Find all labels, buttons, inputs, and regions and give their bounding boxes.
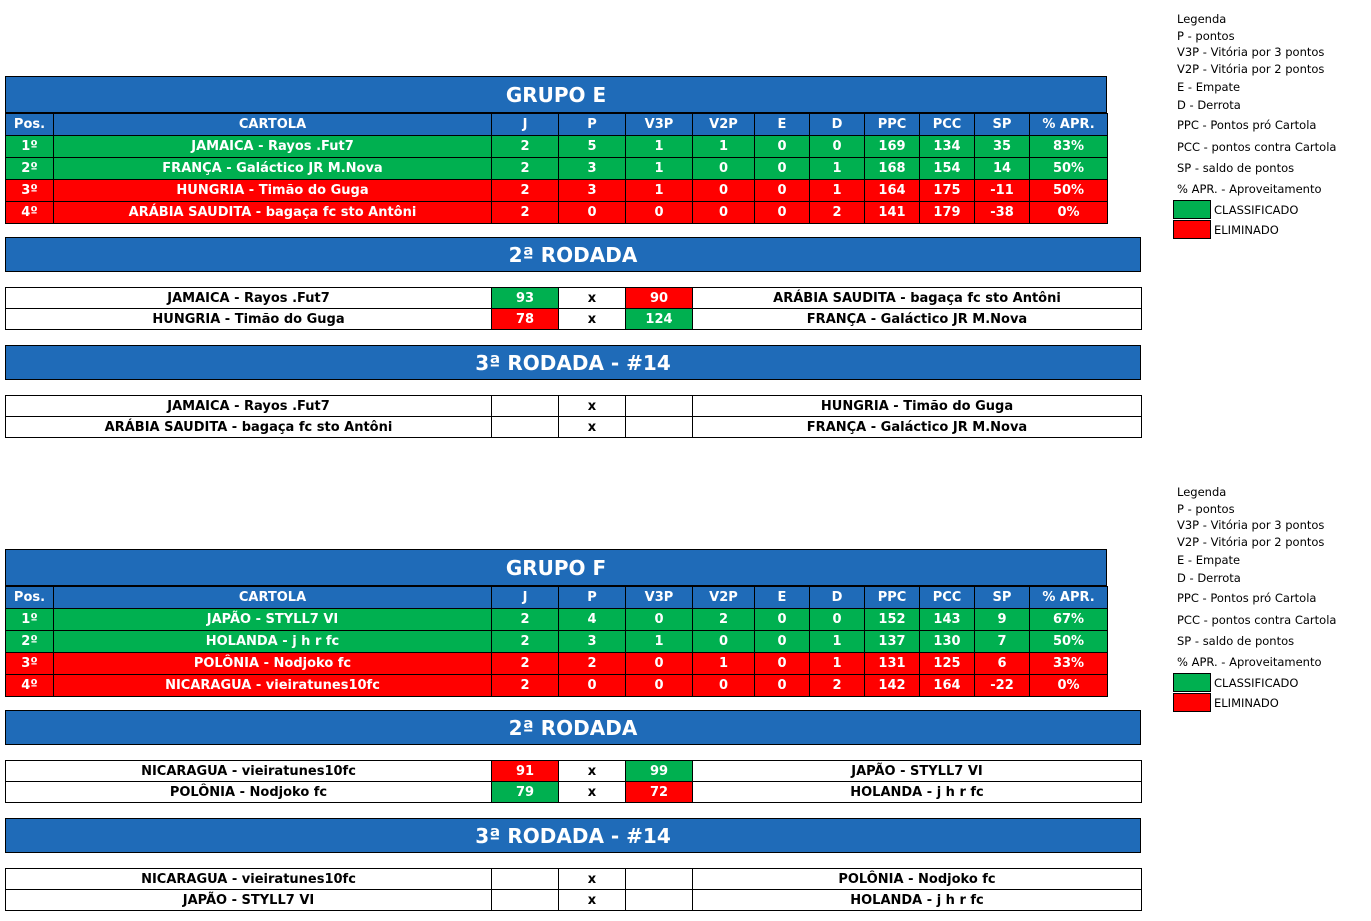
match-home-score: 93 — [492, 288, 559, 309]
legend-item: P - pontos — [1177, 29, 1235, 43]
row-j: 2 — [492, 675, 559, 697]
group-f-title: GRUPO F — [5, 549, 1107, 586]
row-ppc: 142 — [865, 675, 920, 697]
row-sp: 9 — [975, 609, 1030, 631]
row-v3p: 1 — [626, 136, 693, 158]
col-e: E — [755, 587, 810, 609]
row-pcc: 164 — [920, 675, 975, 697]
row-v3p: 1 — [626, 158, 693, 180]
row-e: 0 — [755, 202, 810, 224]
group-e-round3-matches — [5, 395, 1142, 438]
match-home-score — [492, 417, 559, 438]
col-pos: Pos. — [6, 114, 54, 136]
match-home-score: 78 — [492, 309, 559, 330]
match-row — [6, 890, 1142, 911]
row-ppc: 131 — [865, 653, 920, 675]
legend-item: PPC - Pontos pró Cartola — [1177, 118, 1317, 132]
row-ppc: 137 — [865, 631, 920, 653]
row-v2p: 0 — [693, 675, 755, 697]
match-home-score — [492, 869, 559, 890]
row-pos: 3º — [6, 653, 54, 675]
match-separator: x — [559, 288, 626, 309]
match-separator: x — [559, 761, 626, 782]
row-pos: 1º — [6, 609, 54, 631]
match-row — [6, 869, 1142, 890]
row-d: 0 — [810, 609, 865, 631]
group-f-standings — [5, 586, 1108, 697]
classified-swatch — [1173, 200, 1211, 219]
col-p: P — [559, 114, 626, 136]
row-sp: 6 — [975, 653, 1030, 675]
row-pos: 4º — [6, 202, 54, 224]
legend-group-e — [1177, 12, 1367, 242]
row-e: 0 — [755, 631, 810, 653]
legend-item: E - Empate — [1177, 80, 1241, 94]
row-team: HUNGRIA - Timão do Guga — [54, 180, 492, 202]
row-p: 3 — [559, 158, 626, 180]
classified-label: CLASSIFICADO — [1214, 676, 1299, 690]
row-apr: 50% — [1030, 180, 1108, 202]
group-e-round3-title: 3ª RODADA - #14 — [5, 345, 1141, 380]
row-sp: -22 — [975, 675, 1030, 697]
col-d: D — [810, 587, 865, 609]
col-apr: % APR. — [1030, 114, 1108, 136]
row-ppc: 169 — [865, 136, 920, 158]
row-pos: 4º — [6, 675, 54, 697]
eliminated-label: ELIMINADO — [1214, 696, 1279, 710]
legend-item: PCC - pontos contra Cartola — [1177, 140, 1337, 154]
row-d: 1 — [810, 180, 865, 202]
col-cartola: CARTOLA — [54, 587, 492, 609]
row-team: FRANÇA - Galáctico JR M.Nova — [54, 158, 492, 180]
match-home-team: NICARAGUA - vieiratunes10fc — [6, 761, 492, 782]
row-pcc: 179 — [920, 202, 975, 224]
row-j: 2 — [492, 202, 559, 224]
row-v2p: 1 — [693, 136, 755, 158]
row-v2p: 0 — [693, 631, 755, 653]
match-away-score: 72 — [626, 782, 693, 803]
row-e: 0 — [755, 609, 810, 631]
col-v2p: V2P — [693, 114, 755, 136]
row-sp: 35 — [975, 136, 1030, 158]
table-row — [6, 631, 1108, 653]
classified-label: CLASSIFICADO — [1214, 203, 1299, 217]
table-row — [6, 675, 1108, 697]
match-away-score — [626, 417, 693, 438]
row-v2p: 2 — [693, 609, 755, 631]
row-j: 2 — [492, 609, 559, 631]
col-pos: Pos. — [6, 587, 54, 609]
table-row — [6, 202, 1108, 224]
row-pcc: 143 — [920, 609, 975, 631]
row-p: 0 — [559, 202, 626, 224]
row-pcc: 130 — [920, 631, 975, 653]
row-team: ARÁBIA SAUDITA - bagaça fc sto Antôni — [54, 202, 492, 224]
eliminated-swatch — [1173, 220, 1211, 239]
legend-item: PCC - pontos contra Cartola — [1177, 613, 1337, 627]
row-v3p: 1 — [626, 631, 693, 653]
col-pcc: PCC — [920, 114, 975, 136]
row-p: 4 — [559, 609, 626, 631]
row-e: 0 — [755, 158, 810, 180]
row-apr: 50% — [1030, 631, 1108, 653]
match-away-team: JAPÃO - STYLL7 VI — [693, 761, 1142, 782]
match-home-team: ARÁBIA SAUDITA - bagaça fc sto Antôni — [6, 417, 492, 438]
row-p: 3 — [559, 631, 626, 653]
match-row — [6, 396, 1142, 417]
match-home-team: NICARAGUA - vieiratunes10fc — [6, 869, 492, 890]
match-home-team: HUNGRIA - Timão do Guga — [6, 309, 492, 330]
row-p: 2 — [559, 653, 626, 675]
eliminated-label: ELIMINADO — [1214, 223, 1279, 237]
row-sp: 14 — [975, 158, 1030, 180]
row-v3p: 0 — [626, 202, 693, 224]
match-separator: x — [559, 890, 626, 911]
match-away-score: 90 — [626, 288, 693, 309]
match-away-team: ARÁBIA SAUDITA - bagaça fc sto Antôni — [693, 288, 1142, 309]
legend-item: % APR. - Aproveitamento — [1177, 655, 1322, 669]
legend-item: E - Empate — [1177, 553, 1241, 567]
col-d: D — [810, 114, 865, 136]
row-e: 0 — [755, 136, 810, 158]
row-sp: 7 — [975, 631, 1030, 653]
match-row — [6, 288, 1142, 309]
match-away-team: POLÔNIA - Nodjoko fc — [693, 869, 1142, 890]
match-separator: x — [559, 309, 626, 330]
col-e: E — [755, 114, 810, 136]
row-team: JAPÃO - STYLL7 VI — [54, 609, 492, 631]
legend-item: V3P - Vitória por 3 pontos — [1177, 45, 1325, 59]
row-d: 1 — [810, 653, 865, 675]
row-p: 3 — [559, 180, 626, 202]
group-f-round3-matches — [5, 868, 1142, 911]
row-j: 2 — [492, 158, 559, 180]
row-ppc: 164 — [865, 180, 920, 202]
row-v2p: 1 — [693, 653, 755, 675]
table-row — [6, 136, 1108, 158]
row-pcc: 154 — [920, 158, 975, 180]
col-pcc: PCC — [920, 587, 975, 609]
match-away-score — [626, 890, 693, 911]
col-ppc: PPC — [865, 587, 920, 609]
row-team: NICARAGUA - vieiratunes10fc — [54, 675, 492, 697]
match-home-team: JAMAICA - Rayos .Fut7 — [6, 288, 492, 309]
row-ppc: 141 — [865, 202, 920, 224]
row-e: 0 — [755, 180, 810, 202]
match-home-score: 79 — [492, 782, 559, 803]
row-p: 0 — [559, 675, 626, 697]
row-pcc: 134 — [920, 136, 975, 158]
row-apr: 83% — [1030, 136, 1108, 158]
row-apr: 0% — [1030, 202, 1108, 224]
match-away-team: HUNGRIA - Timão do Guga — [693, 396, 1142, 417]
row-j: 2 — [492, 631, 559, 653]
row-v3p: 0 — [626, 609, 693, 631]
row-d: 2 — [810, 675, 865, 697]
row-pos: 2º — [6, 158, 54, 180]
col-p: P — [559, 587, 626, 609]
table-row — [6, 653, 1108, 675]
row-pos: 3º — [6, 180, 54, 202]
legend-item: % APR. - Aproveitamento — [1177, 182, 1322, 196]
legend-item: PPC - Pontos pró Cartola — [1177, 591, 1317, 605]
standings-header-row — [6, 114, 1108, 136]
row-d: 1 — [810, 631, 865, 653]
row-j: 2 — [492, 136, 559, 158]
match-away-score: 124 — [626, 309, 693, 330]
row-apr: 33% — [1030, 653, 1108, 675]
row-pcc: 175 — [920, 180, 975, 202]
legend-item: V3P - Vitória por 3 pontos — [1177, 518, 1325, 532]
legend-item: D - Derrota — [1177, 98, 1241, 112]
group-e-round2-title: 2ª RODADA — [5, 237, 1141, 272]
col-apr: % APR. — [1030, 587, 1108, 609]
group-e-round2-matches — [5, 287, 1142, 330]
row-pos: 1º — [6, 136, 54, 158]
col-cartola: CARTOLA — [54, 114, 492, 136]
match-away-team: FRANÇA - Galáctico JR M.Nova — [693, 417, 1142, 438]
group-f-round2-title: 2ª RODADA — [5, 710, 1141, 745]
row-v2p: 0 — [693, 158, 755, 180]
match-separator: x — [559, 869, 626, 890]
match-row — [6, 782, 1142, 803]
row-apr: 50% — [1030, 158, 1108, 180]
legend-title: Legenda — [1177, 485, 1227, 499]
match-row — [6, 309, 1142, 330]
row-apr: 67% — [1030, 609, 1108, 631]
row-j: 2 — [492, 653, 559, 675]
match-separator: x — [559, 417, 626, 438]
legend-item: SP - saldo de pontos — [1177, 634, 1295, 648]
legend-item: D - Derrota — [1177, 571, 1241, 585]
classified-swatch — [1173, 673, 1211, 692]
match-home-team: POLÔNIA - Nodjoko fc — [6, 782, 492, 803]
row-sp: -38 — [975, 202, 1030, 224]
standings-header-row — [6, 587, 1108, 609]
match-separator: x — [559, 396, 626, 417]
row-apr: 0% — [1030, 675, 1108, 697]
group-e-standings — [5, 113, 1108, 224]
row-p: 5 — [559, 136, 626, 158]
row-d: 0 — [810, 136, 865, 158]
col-j: J — [492, 114, 559, 136]
match-away-team: FRANÇA - Galáctico JR M.Nova — [693, 309, 1142, 330]
match-away-score — [626, 869, 693, 890]
match-home-team: JAPÃO - STYLL7 VI — [6, 890, 492, 911]
group-f-round3-title: 3ª RODADA - #14 — [5, 818, 1141, 853]
legend-group-f — [1177, 485, 1367, 715]
match-away-score — [626, 396, 693, 417]
match-row — [6, 417, 1142, 438]
col-v2p: V2P — [693, 587, 755, 609]
match-row — [6, 761, 1142, 782]
row-v2p: 0 — [693, 202, 755, 224]
row-ppc: 168 — [865, 158, 920, 180]
row-v3p: 0 — [626, 653, 693, 675]
row-pos: 2º — [6, 631, 54, 653]
table-row — [6, 180, 1108, 202]
row-v3p: 0 — [626, 675, 693, 697]
legend-item: SP - saldo de pontos — [1177, 161, 1295, 175]
table-row — [6, 609, 1108, 631]
table-row — [6, 158, 1108, 180]
group-e-title: GRUPO E — [5, 76, 1107, 113]
row-v2p: 0 — [693, 180, 755, 202]
match-separator: x — [559, 782, 626, 803]
match-home-score — [492, 890, 559, 911]
row-d: 1 — [810, 158, 865, 180]
row-team: HOLANDA - j h r fc — [54, 631, 492, 653]
legend-item: V2P - Vitória por 2 pontos — [1177, 535, 1325, 549]
col-v3p: V3P — [626, 587, 693, 609]
match-away-team: HOLANDA - j h r fc — [693, 890, 1142, 911]
row-e: 0 — [755, 653, 810, 675]
row-d: 2 — [810, 202, 865, 224]
row-sp: -11 — [975, 180, 1030, 202]
row-ppc: 152 — [865, 609, 920, 631]
col-ppc: PPC — [865, 114, 920, 136]
row-e: 0 — [755, 675, 810, 697]
match-home-score: 91 — [492, 761, 559, 782]
match-away-team: HOLANDA - j h r fc — [693, 782, 1142, 803]
match-away-score: 99 — [626, 761, 693, 782]
col-sp: SP — [975, 114, 1030, 136]
eliminated-swatch — [1173, 693, 1211, 712]
legend-item: V2P - Vitória por 2 pontos — [1177, 62, 1325, 76]
col-v3p: V3P — [626, 114, 693, 136]
row-pcc: 125 — [920, 653, 975, 675]
match-home-team: JAMAICA - Rayos .Fut7 — [6, 396, 492, 417]
row-v3p: 1 — [626, 180, 693, 202]
legend-item: P - pontos — [1177, 502, 1235, 516]
col-sp: SP — [975, 587, 1030, 609]
row-j: 2 — [492, 180, 559, 202]
group-f-round2-matches — [5, 760, 1142, 803]
row-team: POLÔNIA - Nodjoko fc — [54, 653, 492, 675]
match-home-score — [492, 396, 559, 417]
legend-title: Legenda — [1177, 12, 1227, 26]
row-team: JAMAICA - Rayos .Fut7 — [54, 136, 492, 158]
col-j: J — [492, 587, 559, 609]
